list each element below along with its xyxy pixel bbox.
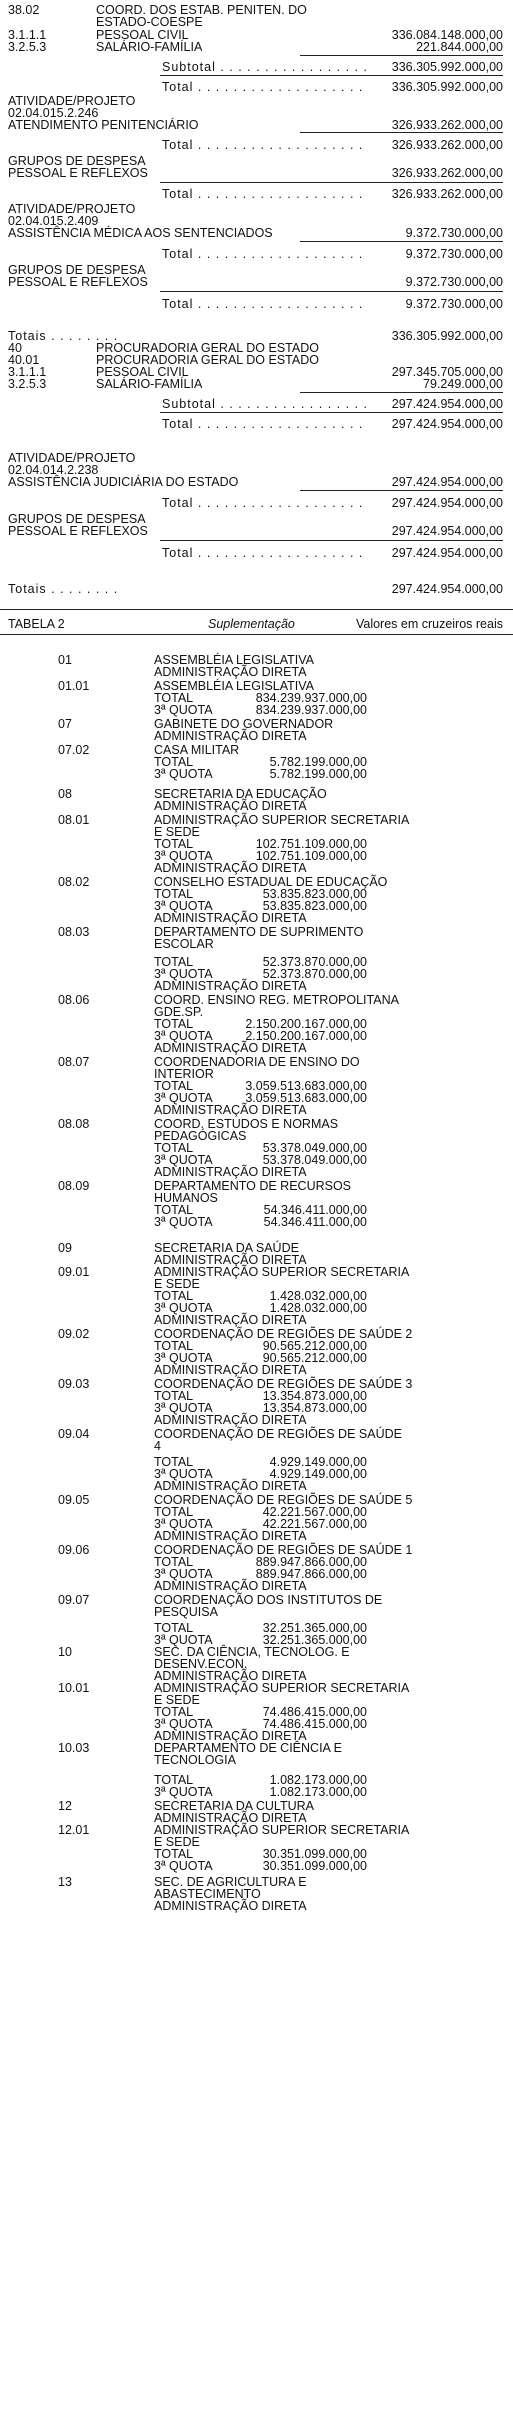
- quota-label: 3ª QUOTA: [154, 767, 213, 781]
- total-label: Total . . . . . . . . . . . . . . . . . . .: [162, 546, 364, 560]
- item-desc: PESSOAL CIVIL: [96, 28, 189, 42]
- unit-name: ADMINISTRAÇÃO SUPERIOR SECRETARIA: [154, 813, 410, 827]
- account-code: 40: [8, 341, 22, 355]
- total-label: TOTAL: [154, 1289, 194, 1303]
- expense-group: GRUPOS DE DESPESA: [8, 512, 146, 526]
- item-desc: SALÁRIO-FAMÍLIA: [96, 377, 203, 391]
- unit-name: 4: [154, 1439, 161, 1453]
- unit-code: 13: [58, 1875, 72, 1889]
- adm-direta: ADMINISTRAÇÃO DIRETA: [154, 1413, 307, 1427]
- account-code: 3.2.5.3: [8, 377, 47, 391]
- total-label: TOTAL: [154, 755, 194, 769]
- item-value: 79.249.000,00: [423, 377, 503, 391]
- adm-direta: ADMINISTRAÇÃO DIRETA: [154, 1579, 307, 1593]
- quota-label: 3ª QUOTA: [154, 1029, 213, 1043]
- account-code: 3.2.5.3: [8, 40, 47, 54]
- total-value: 74.486.415.000,00: [262, 1705, 367, 1719]
- activity-code: 02.04.015.2.246: [8, 106, 99, 120]
- total-label: Total . . . . . . . . . . . . . . . . . . .: [162, 138, 364, 152]
- divider-rule: [160, 540, 503, 541]
- totais-label: Totais . . . . . . . .: [8, 329, 119, 343]
- unit-name: TECNOLOGIA: [154, 1753, 236, 1767]
- divider-rule: [160, 291, 503, 292]
- total-label: TOTAL: [154, 837, 194, 851]
- quota-label: 3ª QUOTA: [154, 967, 213, 981]
- divider-rule: [300, 392, 503, 393]
- adm-direta: ADMINISTRAÇÃO DIRETA: [154, 1529, 307, 1543]
- account-code: 38.02: [8, 3, 40, 17]
- unit-name: PEDAGÓGICAS: [154, 1129, 247, 1143]
- unit-name: ADMINISTRAÇÃO SUPERIOR SECRETARIA: [154, 1823, 410, 1837]
- unit-name: SEC. DA CIÊNCIA, TECNOLOG. E: [154, 1645, 350, 1659]
- activity-desc: ASSISTÊNCIA MÉDICA AOS SENTENCIADOS: [8, 226, 273, 240]
- adm-direta: ADMINISTRAÇÃO DIRETA: [154, 1729, 307, 1743]
- unit-name: COORDENAÇÃO DE REGIÕES DE SAÚDE 1: [154, 1543, 413, 1557]
- account-code: 40.01: [8, 353, 40, 367]
- quota-value: 102.751.109.000,00: [255, 849, 367, 863]
- divider-rule: [160, 182, 503, 183]
- unit-name: GABINETE DO GOVERNADOR: [154, 717, 334, 731]
- quota-label: 3ª QUOTA: [154, 1859, 213, 1873]
- quota-value: 90.565.212.000,00: [262, 1351, 367, 1365]
- divider-rule: [160, 412, 503, 413]
- quota-value: 4.929.149.000,00: [269, 1467, 367, 1481]
- adm-direta: ADMINISTRAÇÃO DIRETA: [154, 1479, 307, 1493]
- subtotal-label: Subtotal . . . . . . . . . . . . . . . . .: [162, 60, 368, 74]
- total-value: 13.354.873.000,00: [262, 1389, 367, 1403]
- activity-code: 02.04.014.2.238: [8, 463, 99, 477]
- subtotal-label: Subtotal . . . . . . . . . . . . . . . . .: [162, 397, 368, 411]
- activity-label: ATIVIDADE/PROJETO: [8, 94, 136, 108]
- quota-value: 889.947.866.000,00: [255, 1567, 367, 1581]
- unit-name: ADMINISTRAÇÃO SUPERIOR SECRETARIA: [154, 1681, 410, 1695]
- divider-rule: [160, 75, 503, 76]
- unit-code: 08.03: [58, 925, 90, 939]
- unit-code: 09.04: [58, 1427, 90, 1441]
- quota-label: 3ª QUOTA: [154, 1091, 213, 1105]
- totais-label: Totais . . . . . . . .: [8, 582, 119, 596]
- total-label: TOTAL: [154, 1455, 194, 1469]
- total-label: TOTAL: [154, 1505, 194, 1519]
- quota-value: 2.150.200.167.000,00: [245, 1029, 367, 1043]
- total-label: TOTAL: [154, 955, 194, 969]
- quota-label: 3ª QUOTA: [154, 1517, 213, 1531]
- expense-group: PESSOAL E REFLEXOS: [8, 275, 148, 289]
- total-value: 9.372.730.000,00: [405, 247, 503, 261]
- unit-code: 09.02: [58, 1327, 90, 1341]
- unit-code: 08.01: [58, 813, 90, 827]
- quota-value: 3.059.513.683.000,00: [245, 1091, 367, 1105]
- totais-value: 336.305.992.000,00: [391, 329, 503, 343]
- total-label: TOTAL: [154, 887, 194, 901]
- quota-value: 52.373.870.000,00: [262, 967, 367, 981]
- group-value: 297.424.954.000,00: [391, 524, 503, 538]
- unit-name: COORDENAÇÃO DE REGIÕES DE SAÚDE 5: [154, 1493, 413, 1507]
- total-value: 42.221.567.000,00: [262, 1505, 367, 1519]
- quota-value: 30.351.099.000,00: [262, 1859, 367, 1873]
- expense-group: PESSOAL E REFLEXOS: [8, 166, 148, 180]
- quota-label: 3ª QUOTA: [154, 1401, 213, 1415]
- total-value: 297.424.954.000,00: [391, 417, 503, 431]
- subtotal-value: 297.424.954.000,00: [391, 397, 503, 411]
- unit-code: 07.02: [58, 743, 90, 757]
- quota-label: 3ª QUOTA: [154, 1633, 213, 1647]
- unit-name: SECRETARIA DA CULTURA: [154, 1799, 314, 1813]
- unit-code: 09.06: [58, 1543, 90, 1557]
- unit-name: E SEDE: [154, 825, 200, 839]
- account-code: 3.1.1.1: [8, 365, 47, 379]
- unit-name: DEPARTAMENTO DE CIÊNCIA E: [154, 1741, 343, 1755]
- unit-name: COORD. ESTUDOS E NORMAS: [154, 1117, 339, 1131]
- activity-value: 297.424.954.000,00: [391, 475, 503, 489]
- unit-code: 12: [58, 1799, 72, 1813]
- activity-label: ATIVIDADE/PROJETO: [8, 202, 136, 216]
- unit-code: 01.01: [58, 679, 90, 693]
- total-label: Total . . . . . . . . . . . . . . . . . . .: [162, 247, 364, 261]
- unit-code: 08.09: [58, 1179, 90, 1193]
- expense-group: PESSOAL E REFLEXOS: [8, 524, 148, 538]
- activity-value: 326.933.262.000,00: [391, 118, 503, 132]
- unit-name: DEPARTAMENTO DE SUPRIMENTO: [154, 925, 364, 939]
- total-value: 834.239.937.000,00: [255, 691, 367, 705]
- total-label: TOTAL: [154, 1773, 194, 1787]
- quota-label: 3ª QUOTA: [154, 1785, 213, 1799]
- total-value: 90.565.212.000,00: [262, 1339, 367, 1353]
- quota-label: 3ª QUOTA: [154, 899, 213, 913]
- total-value: 4.929.149.000,00: [269, 1455, 367, 1469]
- total-value: 889.947.866.000,00: [255, 1555, 367, 1569]
- total-value: 53.835.823.000,00: [262, 887, 367, 901]
- unit-name: E SEDE: [154, 1835, 200, 1849]
- quota-label: 3ª QUOTA: [154, 1717, 213, 1731]
- subtotal-value: 336.305.992.000,00: [391, 60, 503, 74]
- adm-direta: ADMINISTRAÇÃO DIRETA: [154, 1103, 307, 1117]
- expense-group: GRUPOS DE DESPESA: [8, 154, 146, 168]
- unit-name: COORD. ENSINO REG. METROPOLITANA: [154, 993, 399, 1007]
- total-label: Total . . . . . . . . . . . . . . . . . . .: [162, 187, 364, 201]
- total-label: TOTAL: [154, 1555, 194, 1569]
- table-subtitle: Suplementação: [208, 617, 295, 631]
- unit-name: INTERIOR: [154, 1067, 214, 1081]
- quota-value: 13.354.873.000,00: [262, 1401, 367, 1415]
- activity-desc: ATENDIMENTO PENITENCIÁRIO: [8, 118, 199, 132]
- total-value: 54.346.411.000,00: [263, 1203, 367, 1217]
- unit-name: HUMANOS: [154, 1191, 218, 1205]
- unit-name: PESQUISA: [154, 1605, 218, 1619]
- item-value: 336.084.148.000,00: [391, 28, 503, 42]
- adm-direta: ADMINISTRAÇÃO DIRETA: [154, 1363, 307, 1377]
- item-value: 297.345.705.000,00: [391, 365, 503, 379]
- total-label: TOTAL: [154, 691, 194, 705]
- item-value: 221.844.000,00: [416, 40, 503, 54]
- divider-rule: [300, 241, 503, 242]
- unit-name: PROCURADORIA GERAL DO ESTADO: [96, 341, 319, 355]
- total-value: 326.933.262.000,00: [391, 138, 503, 152]
- unit-code: 09.03: [58, 1377, 90, 1391]
- total-label: Total . . . . . . . . . . . . . . . . . . .: [162, 417, 364, 431]
- unit-code: 01: [58, 653, 72, 667]
- total-value: 297.424.954.000,00: [391, 546, 503, 560]
- unit-name: CASA MILITAR: [154, 743, 240, 757]
- divider-rule: [0, 634, 513, 635]
- total-label: TOTAL: [154, 1017, 194, 1031]
- unit-name: ABASTECIMENTO: [154, 1887, 261, 1901]
- adm-direta: ADMINISTRAÇÃO DIRETA: [154, 1669, 307, 1683]
- quota-value: 54.346.411.000,00: [263, 1215, 367, 1229]
- quota-label: 3ª QUOTA: [154, 1567, 213, 1581]
- total-value: 1.428.032.000,00: [269, 1289, 367, 1303]
- quota-value: 74.486.415.000,00: [262, 1717, 367, 1731]
- unit-code: 10: [58, 1645, 72, 1659]
- unit-name: SECRETARIA DA EDUCAÇÃO: [154, 787, 327, 801]
- divider-rule: [300, 132, 503, 133]
- divider-rule: [300, 55, 503, 56]
- activity-value: 9.372.730.000,00: [405, 226, 503, 240]
- unit-name: E SEDE: [154, 1693, 200, 1707]
- expense-group: GRUPOS DE DESPESA: [8, 263, 146, 277]
- total-label: TOTAL: [154, 1389, 194, 1403]
- total-value: 1.082.173.000,00: [269, 1773, 367, 1787]
- total-value: 52.373.870.000,00: [262, 955, 367, 969]
- unit-name: ESTADO-COESPE: [96, 15, 203, 29]
- activity-label: ATIVIDADE/PROJETO: [8, 451, 136, 465]
- quota-label: 3ª QUOTA: [154, 703, 213, 717]
- total-label: Total . . . . . . . . . . . . . . . . . . .: [162, 80, 364, 94]
- quota-label: 3ª QUOTA: [154, 1467, 213, 1481]
- quota-label: 3ª QUOTA: [154, 1215, 213, 1229]
- adm-direta: ADMINISTRAÇÃO DIRETA: [154, 799, 307, 813]
- unit-code: 12.01: [58, 1823, 90, 1837]
- adm-direta: ADMINISTRAÇÃO DIRETA: [154, 665, 307, 679]
- unit-code: 08.08: [58, 1117, 90, 1131]
- unit-code: 09.07: [58, 1593, 90, 1607]
- total-label: TOTAL: [154, 1079, 194, 1093]
- quota-label: 3ª QUOTA: [154, 1153, 213, 1167]
- total-value: 297.424.954.000,00: [391, 496, 503, 510]
- unit-name: DESENV.ECON.: [154, 1657, 248, 1671]
- group-value: 9.372.730.000,00: [405, 275, 503, 289]
- total-value: 53.378.049.000,00: [262, 1141, 367, 1155]
- adm-direta: ADMINISTRAÇÃO DIRETA: [154, 911, 307, 925]
- total-label: TOTAL: [154, 1705, 194, 1719]
- quota-value: 42.221.567.000,00: [262, 1517, 367, 1531]
- table-units: Valores em cruzeiros reais: [355, 617, 503, 631]
- adm-direta: ADMINISTRAÇÃO DIRETA: [154, 1899, 307, 1913]
- unit-name: COORDENAÇÃO DOS INSTITUTOS DE: [154, 1593, 383, 1607]
- quota-value: 53.835.823.000,00: [262, 899, 367, 913]
- unit-name: ESCOLAR: [154, 937, 214, 951]
- total-value: 30.351.099.000,00: [262, 1847, 367, 1861]
- unit-name: DEPARTAMENTO DE RECURSOS: [154, 1179, 352, 1193]
- account-code: 3.1.1.1: [8, 28, 47, 42]
- quota-value: 32.251.365.000,00: [262, 1633, 367, 1647]
- unit-name: ADMINISTRAÇÃO SUPERIOR SECRETARIA: [154, 1265, 410, 1279]
- unit-code: 08.02: [58, 875, 90, 889]
- total-value: 2.150.200.167.000,00: [245, 1017, 367, 1031]
- activity-code: 02.04.015.2.409: [8, 214, 99, 228]
- unit-name: COORDENAÇÃO DE REGIÕES DE SAÚDE 3: [154, 1377, 413, 1391]
- total-value: 326.933.262.000,00: [391, 187, 503, 201]
- divider-rule: [300, 490, 503, 491]
- unit-name: SECRETARIA DA SAÚDE: [154, 1241, 299, 1255]
- quota-value: 5.782.199.000,00: [269, 767, 367, 781]
- total-value: 9.372.730.000,00: [405, 297, 503, 311]
- unit-name: COORDENAÇÃO DE REGIÕES DE SAÚDE: [154, 1427, 402, 1441]
- quota-label: 3ª QUOTA: [154, 849, 213, 863]
- adm-direta: ADMINISTRAÇÃO DIRETA: [154, 1811, 307, 1825]
- total-label: Total . . . . . . . . . . . . . . . . . . .: [162, 297, 364, 311]
- total-label: TOTAL: [154, 1339, 194, 1353]
- unit-code: 08.06: [58, 993, 90, 1007]
- adm-direta: ADMINISTRAÇÃO DIRETA: [154, 729, 307, 743]
- adm-direta: ADMINISTRAÇÃO DIRETA: [154, 1041, 307, 1055]
- item-desc: SALÁRIO-FAMÍLIA: [96, 40, 203, 54]
- quota-value: 1.428.032.000,00: [269, 1301, 367, 1315]
- quota-value: 1.082.173.000,00: [269, 1785, 367, 1799]
- item-desc: PESSOAL CIVIL: [96, 365, 189, 379]
- unit-name: SEC. DE AGRICULTURA E: [154, 1875, 307, 1889]
- adm-direta: ADMINISTRAÇÃO DIRETA: [154, 1165, 307, 1179]
- unit-name: COORD. DOS ESTAB. PENITEN. DO: [96, 3, 307, 17]
- unit-name: COORDENADORIA DE ENSINO DO: [154, 1055, 360, 1069]
- unit-code: 09.05: [58, 1493, 90, 1507]
- quota-value: 53.378.049.000,00: [262, 1153, 367, 1167]
- totais-value: 297.424.954.000,00: [391, 582, 503, 596]
- total-label: TOTAL: [154, 1847, 194, 1861]
- unit-code: 09.01: [58, 1265, 90, 1279]
- unit-name: PROCURADORIA GERAL DO ESTADO: [96, 353, 319, 367]
- total-value: 3.059.513.683.000,00: [245, 1079, 367, 1093]
- unit-name: E SEDE: [154, 1277, 200, 1291]
- unit-code: 09: [58, 1241, 72, 1255]
- total-value: 5.782.199.000,00: [269, 755, 367, 769]
- adm-direta: ADMINISTRAÇÃO DIRETA: [154, 1313, 307, 1327]
- total-value: 102.751.109.000,00: [255, 837, 367, 851]
- total-value: 336.305.992.000,00: [391, 80, 503, 94]
- total-label: Total . . . . . . . . . . . . . . . . . . .: [162, 496, 364, 510]
- unit-name: ASSEMBLÉIA LEGISLATIVA: [154, 679, 315, 693]
- unit-name: COORDENAÇÃO DE REGIÕES DE SAÚDE 2: [154, 1327, 413, 1341]
- unit-name: ASSEMBLÉIA LEGISLATIVA: [154, 653, 315, 667]
- unit-code: 10.01: [58, 1681, 90, 1695]
- quota-label: 3ª QUOTA: [154, 1351, 213, 1365]
- unit-code: 07: [58, 717, 72, 731]
- divider-rule: [0, 609, 513, 610]
- unit-name: CONSELHO ESTADUAL DE EDUCAÇÃO: [154, 875, 388, 889]
- group-value: 326.933.262.000,00: [391, 166, 503, 180]
- total-label: TOTAL: [154, 1621, 194, 1635]
- unit-code: 10.03: [58, 1741, 90, 1755]
- adm-direta: ADMINISTRAÇÃO DIRETA: [154, 979, 307, 993]
- table-label: TABELA 2: [8, 617, 65, 631]
- quota-value: 834.239.937.000,00: [255, 703, 367, 717]
- total-value: 32.251.365.000,00: [262, 1621, 367, 1635]
- adm-direta: ADMINISTRAÇÃO DIRETA: [154, 1253, 307, 1267]
- quota-label: 3ª QUOTA: [154, 1301, 213, 1315]
- total-label: TOTAL: [154, 1141, 194, 1155]
- adm-direta: ADMINISTRAÇÃO DIRETA: [154, 861, 307, 875]
- total-label: TOTAL: [154, 1203, 194, 1217]
- unit-name: GDE.SP.: [154, 1005, 204, 1019]
- activity-desc: ASSISTÊNCIA JUDICIÁRIA DO ESTADO: [8, 475, 239, 489]
- unit-code: 08.07: [58, 1055, 90, 1069]
- unit-code: 08: [58, 787, 72, 801]
